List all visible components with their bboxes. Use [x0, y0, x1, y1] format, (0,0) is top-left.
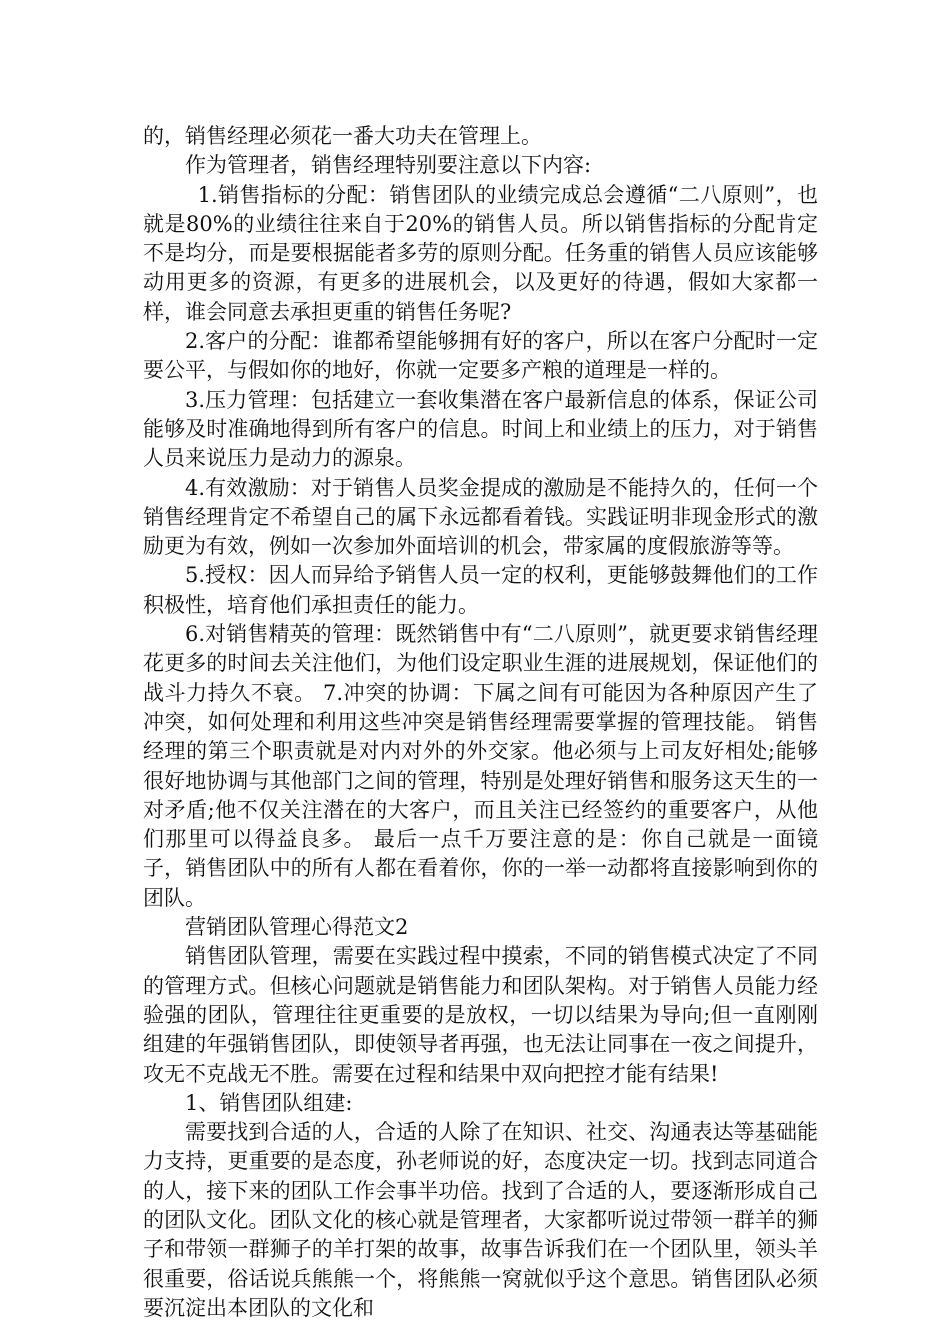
paragraph-continuation: 的，销售经理必须花一番大功夫在管理上。	[143, 124, 542, 148]
paragraph-item-2: 2.客户的分配：谁都希望能够拥有好的客户，所以在客户分配时一定要公平，与假如你的地好，你就一定要多产粮的道理是一样的。	[143, 329, 818, 383]
paragraph-item-4: 4.有效激励：对于销售人员奖金提成的激励是不能持久的，任何一个销售经理肯定不希望自己的属下永远都看着钱。实践证明非现金形式的激励更为有效，例如一次参加外面培训的机会，带家属的度假旅游等等。	[143, 475, 818, 559]
section-heading: 营销团队管理心得范文2	[185, 915, 409, 940]
document-page	[143, 122, 818, 1323]
subheading-team-building: 1、销售团队组建:	[185, 1090, 353, 1115]
paragraph-item-5: 5.授权：因人而异给予销售人员一定的权利，更能够鼓舞他们的工作积极性，培育他们承担责任的能力。	[143, 563, 818, 617]
paragraph-item-6: 6.对销售精英的管理：既然销售中有“二八原则”，就更要求销售经理花更多的时间去关注他们，为他们设定职业生涯的进展规划，保证他们的战斗力持久不衰。 7.冲突的协调：下属之间有可能因为各种原因产生了冲突，如何处理和利用这些冲突是销售经理需要掌握的管理技能。 销售经理的第三个职责就是对内对外的外交家。他必须与上司友好相处;能够很好地协调与其他部门之间的管理，特别是处理好销售和服务这天生的一对矛盾;他不仅关注潜在的大客户，而且关注已经签约的重要客户，从他们那里可以得益良多。 最后一点千万要注意的是：你自己就是一面镜子，销售团队中的所有人都在看着你，你的一举一动都将直接影响到你的团队。	[143, 622, 818, 910]
paragraph-intro: 作为管理者，销售经理特别要注意以下内容:	[185, 153, 592, 178]
paragraph-section2-intro: 销售团队管理，需要在实践过程中摸索，不同的销售模式决定了不同的管理方式。但核心问题就是销售能力和团队架构。对于销售人员能力经验强的团队，管理往往更重要的是放权，一切以结果为导向;但一直刚刚组建的年强销售团队，即使领导者再强，也无法让同事在一夜之间提升，攻无不克战无不胜。需要在过程和结果中双向把控才能有结果!	[143, 944, 818, 1086]
paragraph-item-3: 3.压力管理：包括建立一套收集潜在客户最新信息的体系，保证公司能够及时准确地得到所有客户的信息。时间上和业绩上的压力，对于销售人员来说压力是动力的源泉。	[143, 387, 818, 471]
paragraph-item-1: 1.销售指标的分配：销售团队的业绩完成总会遵循“二八原则”，也就是80%的业绩往往来自于20%的销售人员。所以销售指标的分配肯定不是均分，而是要根据能者多劳的原则分配。任务重的销售人员应该能够动用更多的资源，有更多的进展机会，以及更好的待遇，假如大家都一样，谁会同意去承担更重的销售任务呢?	[143, 182, 818, 324]
paragraph-team-building: 需要找到合适的人，合适的人除了在知识、社交、沟通表达等基础能力支持，更重要的是态度，孙老师说的好，态度决定一切。找到志同道合的人，接下来的团队工作会事半功倍。找到了合适的人，要逐渐形成自己的团队文化。团队文化的核心就是管理者，大家都听说过带领一群羊的狮子和带领一群狮子的羊打架的故事，故事告诉我们在一个团队里，领头羊很重要，俗话说兵熊熊一个，将熊熊一窝就似乎这个意思。销售团队必须要沉淀出本团队的文化和	[143, 1120, 818, 1320]
